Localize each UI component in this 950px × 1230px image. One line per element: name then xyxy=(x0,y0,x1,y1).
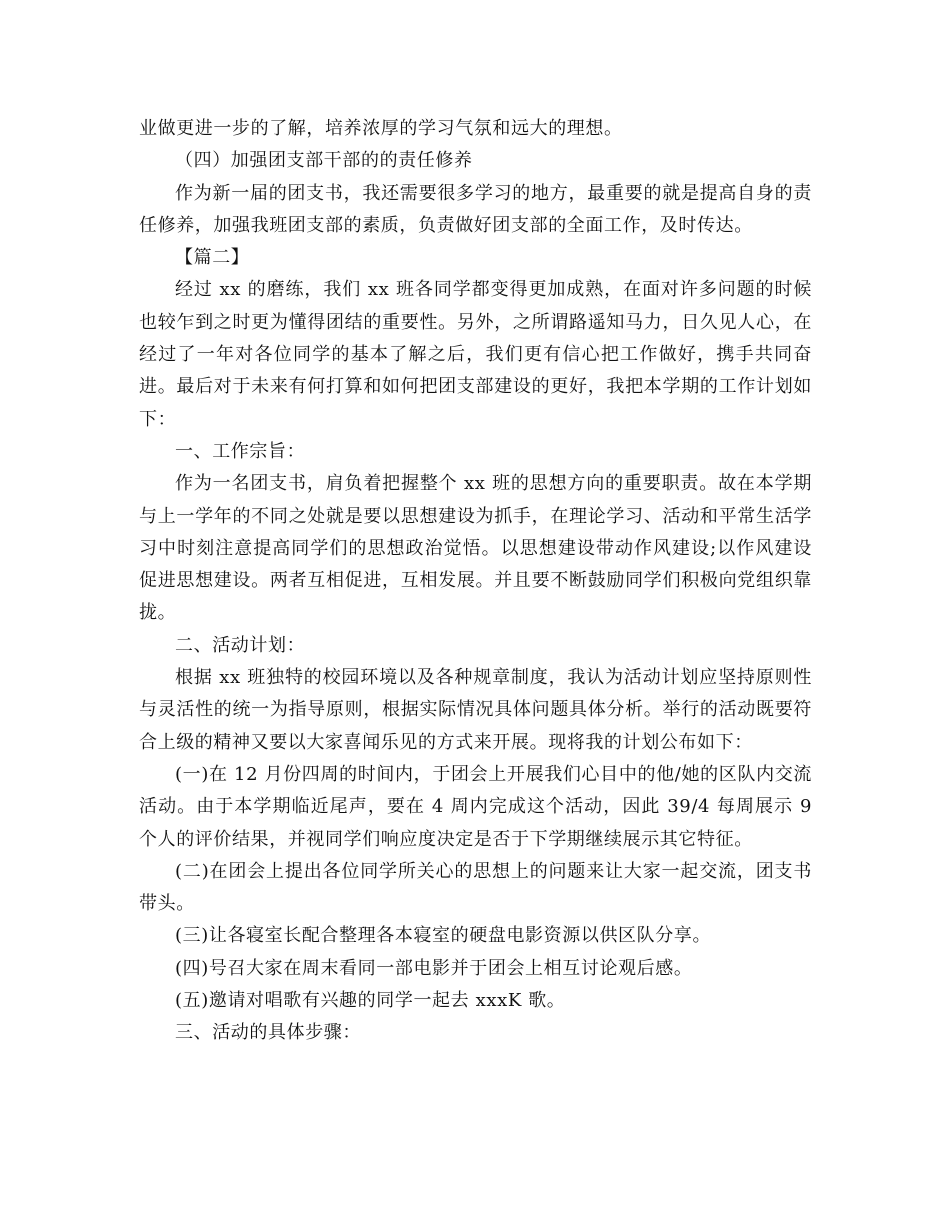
section-heading-strengthen-responsibility: （四）加强团支部干部的的责任修养 xyxy=(175,150,473,172)
paragraph-introduction: 经过 xx 的磨练，我们 xx 班各同学都变得更加成熟，在面对许多问题的时候也较乍到之时更为懂得团结的重要性。另外，之所谓路遥知马力，日久见人心，在经过了一年对各位同学的基本了解之后，我们更有信心把工作做好，携手共同奋进。最后对于未来有何打算和如何把团支部建设的更好，我把本学期的工作计划如下： xyxy=(139,279,812,430)
paragraph-continuation: 业做更进一步的了解，培养浓厚的学习气氛和远大的理想。 xyxy=(139,118,623,139)
list-item-activity-three: (三)让各寝室长配合整理各本寝室的硬盘电影资源以供区队分享。 xyxy=(175,925,712,947)
list-item-activity-five: (五)邀请对唱歌有兴趣的同学一起去 xxxK 歌。 xyxy=(175,990,566,1012)
part-heading-two: 【篇二】 xyxy=(175,247,250,269)
section-heading-activity-steps: 三、活动的具体步骤： xyxy=(175,1022,361,1044)
list-item-activity-four: (四)号召大家在周末看同一部电影并于团会上相互讨论观后感。 xyxy=(175,957,693,979)
section-heading-work-purpose: 一、工作宗旨： xyxy=(175,440,306,462)
paragraph-work-purpose: 作为一名团支书，肩负着把握整个 xx 班的思想方向的重要职责。故在本学期与上一学年的不同之处就是要以思想建设为抓手，在理论学习、活动和平常生活学习中时刻注意提高同学们的思想政治觉悟。以思想建设带动作风建设;以作风建设促进思想建设。两者互相促进，互相发展。并且要不断鼓励同学们积极向党组织靠拢。 xyxy=(139,473,812,624)
document-body xyxy=(139,113,812,1050)
list-item-activity-two: (二)在团会上提出各位同学所关心的思想上的问题来让大家一起交流，团支书带头。 xyxy=(139,860,812,915)
paragraph-activity-plan: 根据 xx 班独特的校园环境以及各种规章制度，我认为活动计划应坚持原则性与灵活性的统一为指导原则，根据实际情况具体问题具体分析。举行的活动既要符合上级的精神又要以大家喜闻乐见的方式来开展。现将我的计划公布如下： xyxy=(139,667,812,753)
paragraph-responsibility: 作为新一届的团支书，我还需要很多学习的地方，最重要的就是提高自身的责任修养，加强我班团支部的素质，负责做好团支部的全面工作，及时传达。 xyxy=(139,182,812,236)
section-heading-activity-plan: 二、活动计划： xyxy=(175,634,306,656)
list-item-activity-one: (一)在 12 月份四周的时间内，于团会上开展我们心目中的他/她的区队内交流活动。由于本学期临近尾声，要在 4 周内完成这个活动，因此 39/4 每周展示 9 个人的评价结果，并视同学们响应度决定是否于下学期继续展示其它特征。 xyxy=(139,763,812,850)
